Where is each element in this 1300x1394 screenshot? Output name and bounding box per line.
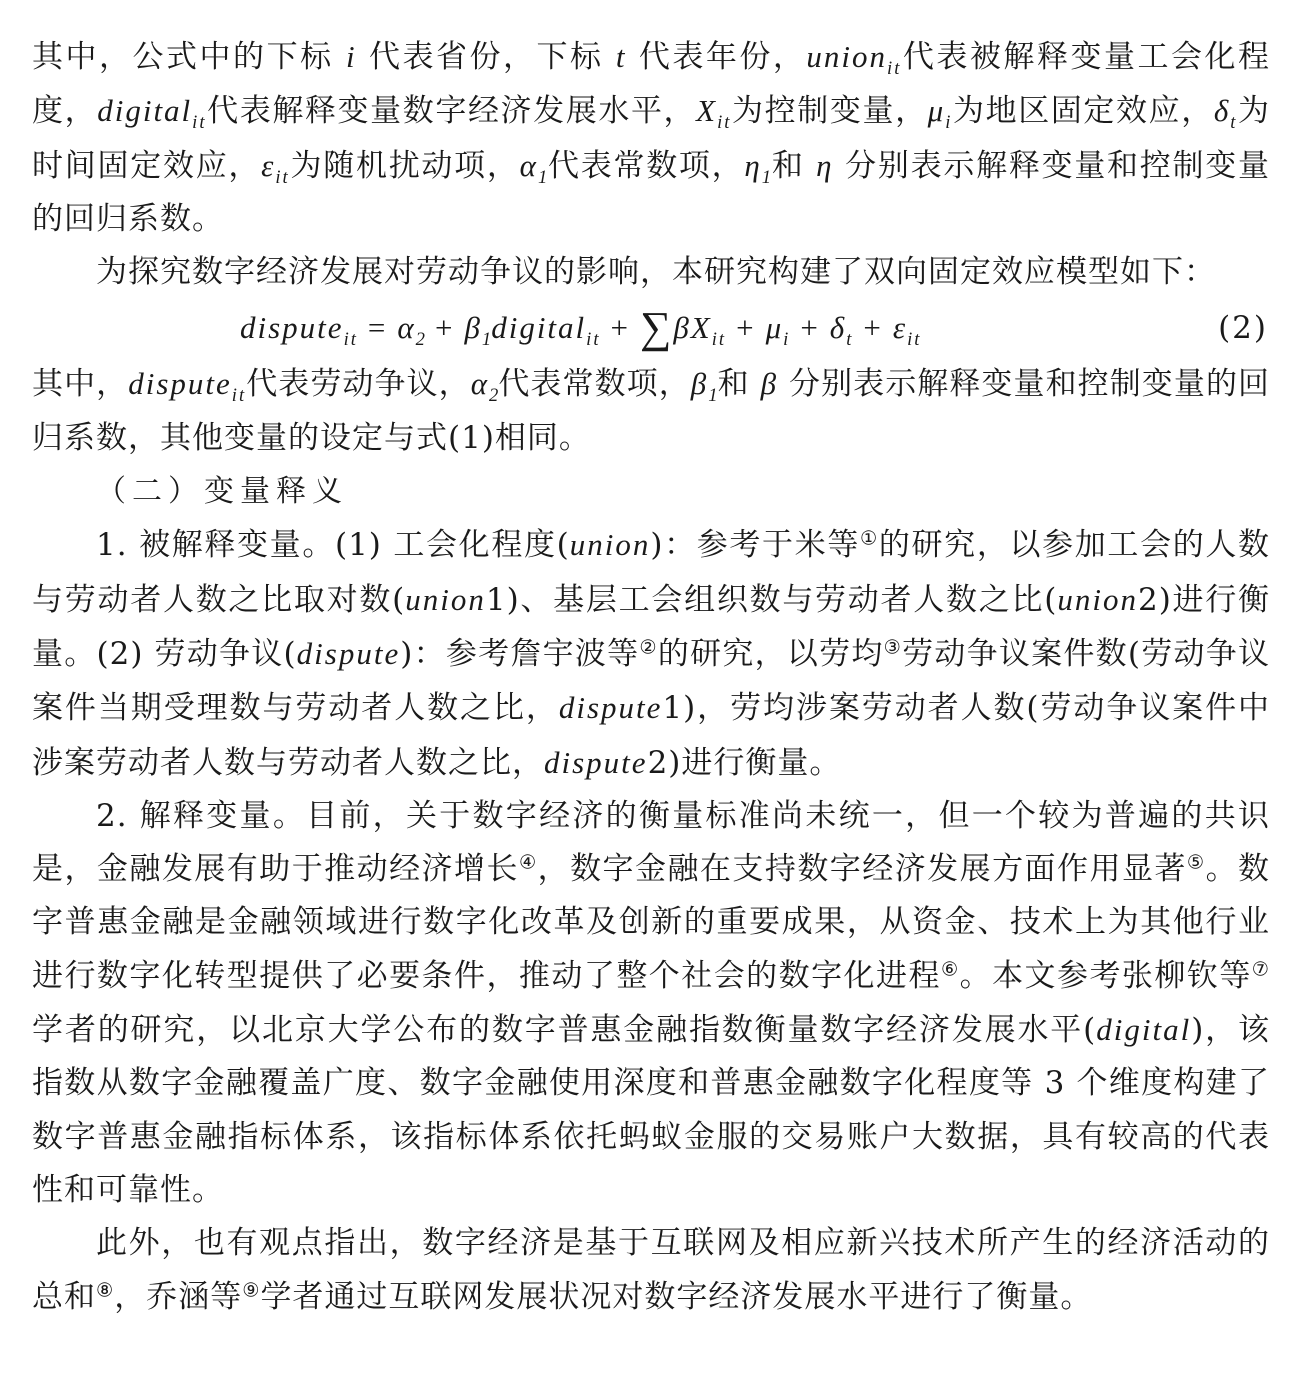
text: 的研究，以劳均 [657, 635, 884, 672]
math-dispute: dispute [128, 366, 232, 402]
subscript-it: it [907, 329, 922, 351]
text: )进行衡量。(2) 劳动争议( [32, 581, 1270, 672]
footnote-marker[interactable]: ⑦ [1251, 957, 1271, 981]
footnote-marker[interactable]: ⑤ [1186, 850, 1206, 874]
subscript-1: 1 [537, 166, 548, 188]
text: 学者的研究，以北京大学公布的数字普惠金融指数衡量数字经济发展水平( [32, 1012, 1097, 1049]
math-dispute: dispute [558, 690, 663, 726]
subscript-it: it [711, 329, 727, 351]
text: )，该指数从数字金融覆盖广度、数字金融使用深度和普惠金融数字化程度等 3 个维度构建了数字普惠金融指标体系，该指标体系依托蚂蚁金服的交易账户大数据，具有较高的代表性和可靠性。 [32, 1012, 1270, 1208]
math-delta-t [1213, 93, 1238, 134]
equation-body [240, 299, 921, 357]
math-eta: η [816, 147, 834, 183]
equals-sign: = [367, 310, 388, 346]
subscript-1: 1 [481, 329, 492, 351]
footnote-marker[interactable]: ③ [883, 635, 903, 659]
subscript-it: it [717, 112, 732, 134]
text: 和 [717, 366, 761, 403]
math-delta: δ [829, 310, 847, 346]
text: 其中， [32, 366, 129, 403]
text: 代表常数项， [547, 147, 745, 184]
text: 。数字普惠金融是金融领域进行数字化改革及创新的重要成果，从资金、技术上为其他行业进行数字化转型提供了必要条件，推动了整个社会的数字化进程 [32, 851, 1271, 994]
subscript-i: i [783, 329, 791, 351]
math-delta: δ [1213, 93, 1231, 129]
text: 1 [662, 690, 684, 727]
math-epsilon: ε [261, 147, 276, 183]
math-dispute: dispute [296, 635, 401, 671]
text: 分别表示解释变量和控制变量的回归系数，其他变量的设定与式(1)相同。 [32, 366, 1271, 456]
sum-sign: ∑ [639, 303, 674, 353]
paragraph-explanatory-variable [32, 790, 1270, 1217]
text: 此外，也有观点指出，数字经济是基于互联网及相应新兴技术所产生的经济活动的总和 [32, 1225, 1270, 1315]
subscript-it: it [231, 385, 247, 407]
text: 代表劳动争议， [246, 366, 471, 403]
text: 代表被解释变量工会化程度， [32, 39, 1270, 130]
math-alpha-2 [470, 366, 499, 407]
subscript-1: 1 [761, 166, 772, 188]
math-alpha-1 [519, 147, 548, 188]
subscript-2: 2 [488, 385, 499, 407]
text: )、基层工会组织数与劳动者人数之比( [506, 581, 1058, 618]
math-t: t [615, 39, 627, 74]
paragraph-model-intro: 为探究数字经济发展对劳动争议的影响，本研究构建了双向固定效应模型如下： [96, 254, 1216, 291]
text: )，劳均涉案劳动者人数(劳动争议案件中涉案劳动者人数与劳动者人数之比， [32, 690, 1271, 781]
equation-2 [32, 299, 1270, 357]
footnote-marker[interactable]: ② [639, 635, 658, 659]
math-union: union [405, 581, 486, 617]
subscript-it: it [586, 329, 601, 351]
math-alpha: α [397, 310, 416, 346]
text: 2. 解释变量。目前，关于数字经济的衡量标准尚未统一，但一个较为普遍的共识是，金融发展有助于推动经济增长 [32, 797, 1270, 888]
equation-number: (2) [1218, 310, 1268, 347]
math-mu: μ [765, 310, 784, 346]
math-union-it [806, 39, 902, 80]
math-beta-1 [690, 366, 718, 407]
subscript-it: it [192, 112, 207, 134]
math-alpha: α [470, 366, 489, 402]
footnote-marker[interactable]: ⑨ [242, 1277, 261, 1301]
text: ，乔涵等 [114, 1278, 243, 1315]
math-beta: β [464, 310, 482, 346]
subscript-it: it [275, 166, 290, 188]
text: 代表常数项， [498, 366, 691, 403]
text: 代表省份，下标 [356, 39, 616, 75]
math-eps-it [261, 147, 290, 188]
math-digital: digital [491, 310, 587, 346]
text: 。本文参考张柳钦等 [959, 957, 1252, 994]
subscript-t: t [1230, 112, 1238, 134]
plus-sign: + [863, 310, 883, 346]
math-alpha: α [519, 147, 538, 183]
footnote-marker[interactable]: ⑧ [96, 1277, 115, 1301]
plus-sign: + [800, 310, 820, 346]
text: 为时间固定效应， [32, 93, 1271, 184]
text: 其中，公式中的下标 [32, 39, 346, 75]
math-X: X [696, 93, 718, 129]
text: 代表年份， [626, 39, 807, 75]
text: )进行衡量。 [668, 744, 842, 781]
math-eta-1 [744, 147, 772, 188]
subscript-i: i [945, 112, 953, 134]
math-beta: β [690, 366, 709, 402]
math-dispute: dispute [240, 310, 344, 346]
math-mu-i [927, 93, 953, 134]
text: )：参考于米等 [650, 527, 860, 564]
math-digital-it [97, 93, 207, 134]
subscript-it: it [343, 329, 358, 351]
section-heading: （二）变量释义 [96, 474, 348, 510]
text: 2 [1137, 581, 1159, 618]
math-union: union [569, 527, 651, 563]
math-eta: η [744, 147, 762, 183]
paragraph-variable-definitions [32, 30, 1270, 246]
text: 1 [485, 581, 507, 618]
math-union: union [806, 39, 888, 74]
math-mu: μ [927, 93, 946, 129]
text: 为地区固定效应， [952, 93, 1214, 130]
text: 1. 被解释变量。(1) 工会化程度( [96, 527, 570, 564]
text: 代表解释变量数字经济发展水平， [206, 93, 697, 130]
text: 为控制变量， [731, 93, 928, 130]
plus-sign: + [610, 310, 630, 346]
text: 学者通过互联网发展状况对数字经济发展水平进行了衡量。 [260, 1278, 1093, 1315]
subscript-t: t [846, 329, 854, 351]
subscript-1: 1 [708, 385, 718, 407]
text: 劳动争议案件数(劳动争议案件当期受理数与劳动者人数之比， [32, 635, 1271, 727]
text: 和 [771, 147, 817, 184]
text: 分别表示解释变量和控制变量的回归系数。 [32, 147, 1271, 237]
math-beta: β [760, 366, 779, 402]
paragraph-dependent-variables [32, 518, 1270, 789]
text: ，数字金融在支持数字经济发展方面作用显著 [537, 851, 1187, 888]
math-digital: digital [1096, 1012, 1192, 1048]
math-digital: digital [97, 93, 193, 129]
subscript-2: 2 [415, 329, 425, 351]
math-i: i [345, 39, 357, 74]
paragraph-additional-view [32, 1217, 1270, 1324]
plus-sign: + [736, 310, 756, 346]
text: 的研究，以参加工会的人数与劳动者人数之比取对数( [32, 527, 1271, 618]
math-union: union [1057, 581, 1138, 617]
plus-sign: + [434, 310, 455, 346]
text: 2 [647, 744, 669, 781]
math-betaX: βX [673, 310, 712, 346]
math-X-it [696, 93, 732, 134]
math-dispute-it [128, 366, 247, 407]
footnote-marker[interactable]: ① [860, 526, 879, 550]
math-dispute: dispute [544, 744, 648, 780]
text: 为随机扰动项， [289, 147, 520, 184]
math-epsilon: ε [892, 310, 908, 346]
text: )：参考詹宇波等 [400, 635, 640, 672]
footnote-marker[interactable]: ⑥ [940, 957, 960, 981]
footnote-marker[interactable]: ④ [518, 850, 538, 874]
subscript-it: it [887, 58, 902, 80]
paragraph-model-explanation [32, 357, 1270, 465]
